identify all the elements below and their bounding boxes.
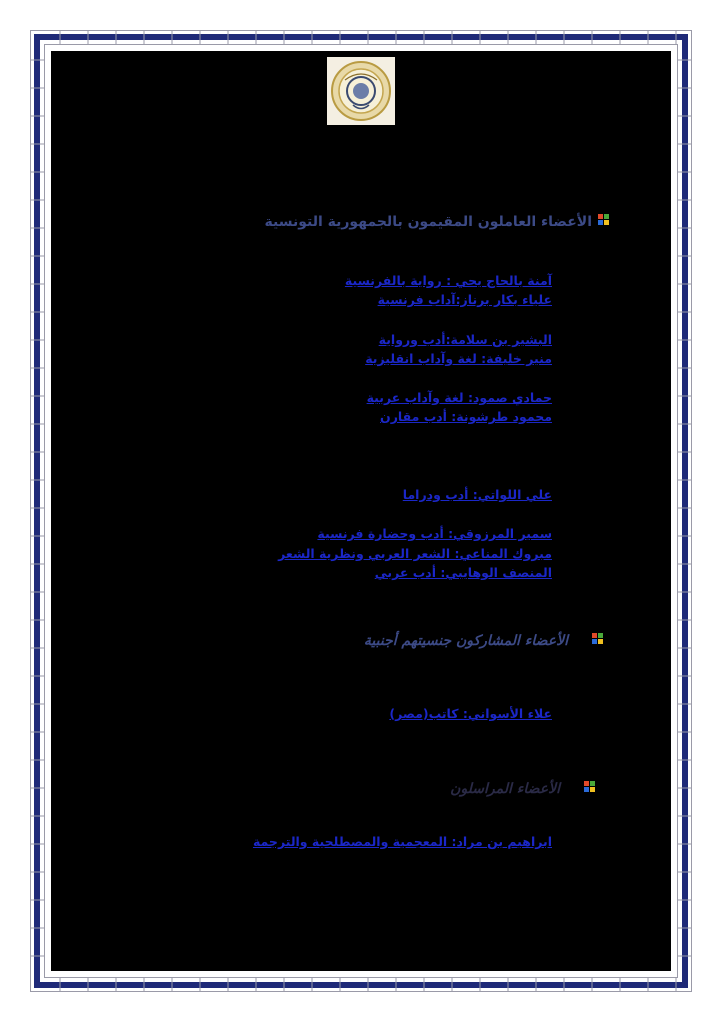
academy-logo: [327, 57, 395, 125]
member-link[interactable]: حمادي صمود: لغة وآداب عربية: [366, 390, 552, 405]
member-link[interactable]: منير خليفة: لغة وآداب انقليزية: [365, 351, 552, 366]
member-link[interactable]: المنصف الوهايبي: أدب عربي: [374, 565, 552, 580]
member-link[interactable]: علاء الأسواني: كاتب(مصر): [389, 706, 552, 721]
member-link[interactable]: آمنة بالحاج يحي : رواية بالفرنسية: [344, 273, 552, 288]
academy-seal-icon: [330, 60, 392, 122]
section-heading-foreign-members: الأعضاء المشاركون جنسيتهم أجنبية: [364, 632, 606, 650]
windows-flag-icon: [590, 632, 606, 650]
document-page: [51, 51, 671, 971]
member-link[interactable]: البشير بن سلامة:أدب ورواية: [378, 332, 552, 347]
windows-flag-icon: [582, 780, 598, 798]
member-link[interactable]: محمود طرشونة: أدب مقارن: [380, 409, 552, 424]
member-link[interactable]: علياء بكار برناز:آداب فرنسية: [377, 292, 552, 307]
member-link[interactable]: ابراهيم بن مراد: المعجمية والمصطلحية والترجمة: [252, 834, 552, 849]
section-heading-resident-members: الأعضاء العاملون المقيمون بالجمهورية التونسية: [265, 213, 613, 231]
member-link[interactable]: سمير المرزوقي: أدب وحضارة فرنسية: [317, 526, 552, 541]
member-link[interactable]: علي اللواتي: أدب ودراما: [402, 487, 552, 502]
section-heading-correspondent-members: الأعضاء المراسلون: [450, 780, 598, 798]
member-link[interactable]: مبروك المناعي: الشعر العربي ونظرية الشعر: [278, 546, 552, 561]
windows-flag-icon: [596, 213, 612, 231]
